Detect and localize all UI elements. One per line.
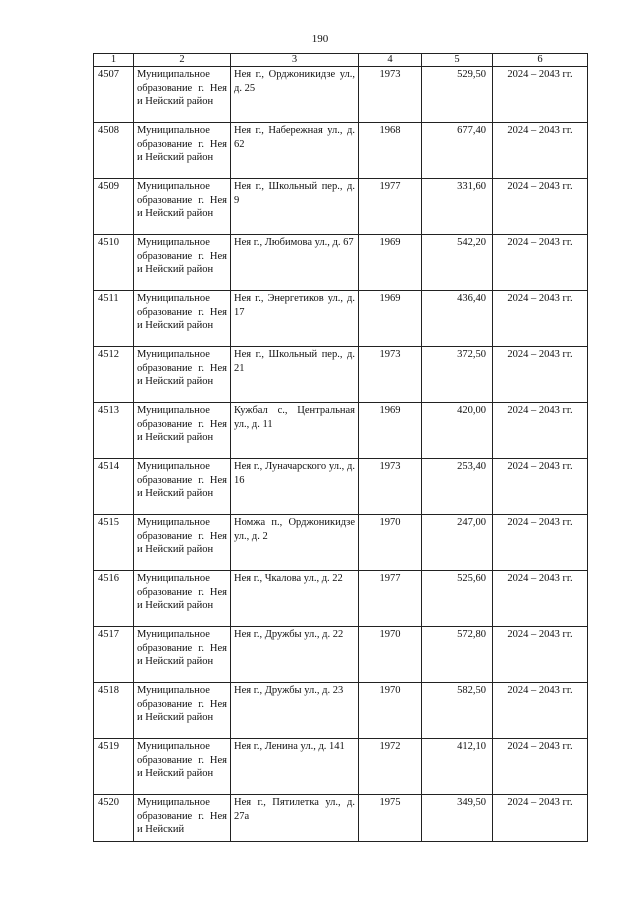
- period-cell: 2024 – 2043 гг.: [493, 291, 588, 347]
- row-number-cell: 4518: [94, 683, 134, 739]
- period-cell: 2024 – 2043 гг.: [493, 179, 588, 235]
- row-number-cell: 4508: [94, 123, 134, 179]
- table-row: [94, 515, 588, 571]
- table-row: [94, 347, 588, 403]
- period-cell: 2024 – 2043 гг.: [493, 123, 588, 179]
- row-number-cell: 4516: [94, 571, 134, 627]
- municipality-cell: Муниципальное образование г. Нея и Нейский район: [134, 179, 231, 235]
- table-row: [94, 235, 588, 291]
- area-cell: 420,00: [422, 403, 493, 459]
- municipality-cell: Муниципальное образование г. Нея и Нейский район: [134, 403, 231, 459]
- table-row: [94, 627, 588, 683]
- column-header: 3: [231, 54, 359, 67]
- period-cell: 2024 – 2043 гг.: [493, 403, 588, 459]
- year-cell: 1969: [359, 291, 422, 347]
- area-cell: 247,00: [422, 515, 493, 571]
- year-cell: 1973: [359, 347, 422, 403]
- municipality-cell: Муниципальное образование г. Нея и Нейский район: [134, 291, 231, 347]
- area-cell: 525,60: [422, 571, 493, 627]
- table-row: [94, 739, 588, 795]
- table-row: [94, 291, 588, 347]
- year-cell: 1973: [359, 67, 422, 123]
- area-cell: 349,50: [422, 795, 493, 842]
- column-header: 2: [134, 54, 231, 67]
- area-cell: 253,40: [422, 459, 493, 515]
- address-cell: Нея г., Пятилетка ул., д. 27а: [231, 795, 359, 842]
- area-cell: 529,50: [422, 67, 493, 123]
- municipality-cell: Муниципальное образование г. Нея и Нейский район: [134, 739, 231, 795]
- area-cell: 331,60: [422, 179, 493, 235]
- row-number-cell: 4507: [94, 67, 134, 123]
- address-cell: Нея г., Дружбы ул., д. 23: [231, 683, 359, 739]
- period-cell: 2024 – 2043 гг.: [493, 627, 588, 683]
- table-row: [94, 683, 588, 739]
- year-cell: 1977: [359, 179, 422, 235]
- area-cell: 677,40: [422, 123, 493, 179]
- municipality-cell: Муниципальное образование г. Нея и Нейский район: [134, 515, 231, 571]
- area-cell: 542,20: [422, 235, 493, 291]
- address-cell: Нея г., Орджоникидзе ул., д. 25: [231, 67, 359, 123]
- header-row: [94, 54, 588, 67]
- row-number-cell: 4513: [94, 403, 134, 459]
- address-cell: Нея г., Энергетиков ул., д. 17: [231, 291, 359, 347]
- page-number: 190: [311, 33, 329, 45]
- table-row: [94, 179, 588, 235]
- address-cell: Нея г., Набережная ул., д. 62: [231, 123, 359, 179]
- address-cell: Нея г., Любимова ул., д. 67: [231, 235, 359, 291]
- area-cell: 412,10: [422, 739, 493, 795]
- year-cell: 1968: [359, 123, 422, 179]
- area-cell: 572,80: [422, 627, 493, 683]
- year-cell: 1970: [359, 627, 422, 683]
- address-cell: Нея г., Чкалова ул., д. 22: [231, 571, 359, 627]
- period-cell: 2024 – 2043 гг.: [493, 459, 588, 515]
- row-number-cell: 4514: [94, 459, 134, 515]
- table-row: [94, 795, 588, 842]
- municipality-cell: Муниципальное образование г. Нея и Нейский район: [134, 123, 231, 179]
- year-cell: 1973: [359, 459, 422, 515]
- address-cell: Нея г., Ленина ул., д. 141: [231, 739, 359, 795]
- address-cell: Кужбал с., Центральная ул., д. 11: [231, 403, 359, 459]
- column-header: 5: [422, 54, 493, 67]
- column-header: 4: [359, 54, 422, 67]
- row-number-cell: 4517: [94, 627, 134, 683]
- municipality-cell: Муниципальное образование г. Нея и Нейский район: [134, 571, 231, 627]
- table-row: [94, 571, 588, 627]
- municipality-cell: Муниципальное образование г. Нея и Нейский район: [134, 67, 231, 123]
- row-number-cell: 4515: [94, 515, 134, 571]
- area-cell: 372,50: [422, 347, 493, 403]
- column-header: 1: [94, 54, 134, 67]
- row-number-cell: 4510: [94, 235, 134, 291]
- municipality-cell: Муниципальное образование г. Нея и Нейский район: [134, 627, 231, 683]
- period-cell: 2024 – 2043 гг.: [493, 739, 588, 795]
- area-cell: 436,40: [422, 291, 493, 347]
- row-number-cell: 4520: [94, 795, 134, 842]
- period-cell: 2024 – 2043 гг.: [493, 571, 588, 627]
- table-row: [94, 459, 588, 515]
- year-cell: 1969: [359, 235, 422, 291]
- municipality-cell: Муниципальное образование г. Нея и Нейский: [134, 795, 231, 842]
- year-cell: 1969: [359, 403, 422, 459]
- municipality-cell: Муниципальное образование г. Нея и Нейский район: [134, 235, 231, 291]
- column-header: 6: [493, 54, 588, 67]
- period-cell: 2024 – 2043 гг.: [493, 515, 588, 571]
- address-cell: Нея г., Школьный пер., д. 21: [231, 347, 359, 403]
- address-cell: Нея г., Луначарского ул., д. 16: [231, 459, 359, 515]
- row-number-cell: 4509: [94, 179, 134, 235]
- table-row: [94, 67, 588, 123]
- period-cell: 2024 – 2043 гг.: [493, 795, 588, 842]
- address-cell: Номжа п., Орджоникидзе ул., д. 2: [231, 515, 359, 571]
- table-row: [94, 403, 588, 459]
- row-number-cell: 4512: [94, 347, 134, 403]
- table-row: [94, 123, 588, 179]
- period-cell: 2024 – 2043 гг.: [493, 347, 588, 403]
- year-cell: 1970: [359, 683, 422, 739]
- housing-table: [93, 53, 588, 842]
- year-cell: 1975: [359, 795, 422, 842]
- municipality-cell: Муниципальное образование г. Нея и Нейский район: [134, 459, 231, 515]
- period-cell: 2024 – 2043 гг.: [493, 235, 588, 291]
- municipality-cell: Муниципальное образование г. Нея и Нейский район: [134, 347, 231, 403]
- period-cell: 2024 – 2043 гг.: [493, 683, 588, 739]
- year-cell: 1970: [359, 515, 422, 571]
- row-number-cell: 4519: [94, 739, 134, 795]
- address-cell: Нея г., Дружбы ул., д. 22: [231, 627, 359, 683]
- municipality-cell: Муниципальное образование г. Нея и Нейский район: [134, 683, 231, 739]
- year-cell: 1977: [359, 571, 422, 627]
- period-cell: 2024 – 2043 гг.: [493, 67, 588, 123]
- address-cell: Нея г., Школьный пер., д. 9: [231, 179, 359, 235]
- area-cell: 582,50: [422, 683, 493, 739]
- row-number-cell: 4511: [94, 291, 134, 347]
- year-cell: 1972: [359, 739, 422, 795]
